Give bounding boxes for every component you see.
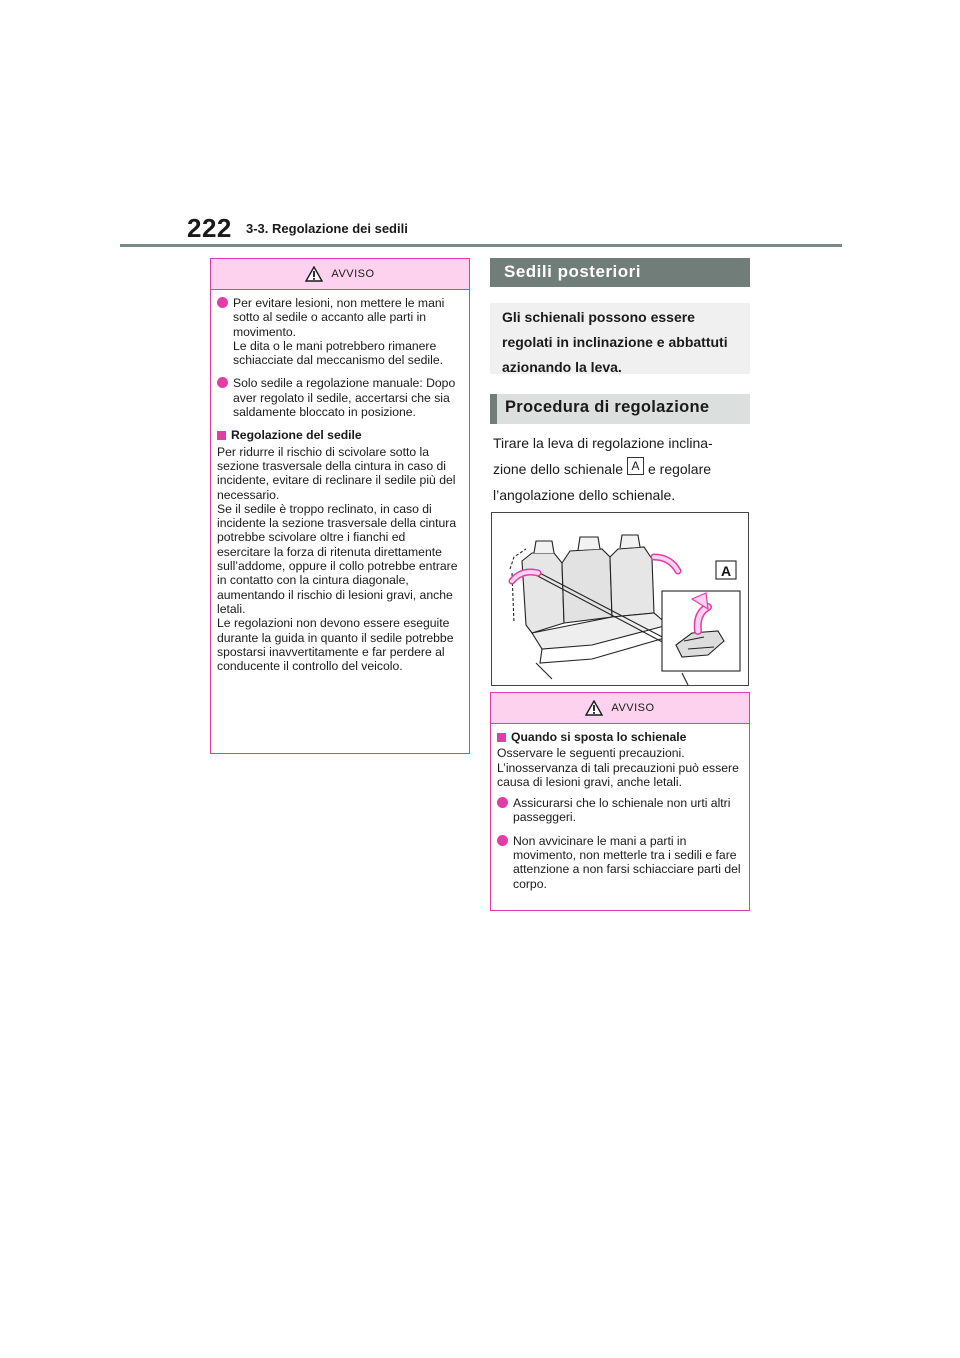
banner-accent-bar — [490, 394, 497, 424]
bullet-text: Per evitare lesioni, non mettere le mani sotto al sedile o accanto alle parti in movimento. Le dita o le mani potrebbero rimanere schiacciate dal meccanismo del sedile. — [233, 296, 445, 368]
procedure-text-part1: Tirare la leva di regolazione inclina- zione dello schienale — [493, 435, 713, 477]
procedure-banner — [490, 394, 750, 424]
page-number: 222 — [187, 213, 232, 243]
bullet-icon — [497, 797, 508, 808]
subsection-title: Regolazione del sedile — [231, 428, 362, 443]
warning-bullet — [217, 296, 461, 367]
warning-bullet — [497, 796, 741, 825]
bullet-icon — [217, 377, 228, 388]
left-warning-box — [210, 258, 470, 754]
warning-header — [491, 693, 749, 724]
warning-header — [211, 259, 469, 290]
square-bullet-icon — [217, 431, 226, 440]
bullet-icon — [217, 297, 228, 308]
warning-title: AVVISO — [331, 268, 375, 280]
warning-triangle-icon — [305, 266, 323, 282]
subsection-text: Per ridurre il rischio di scivolare sotto la sezione trasversale della cintura in caso di incidente, evitare di reclinare il sedile più del necessario. Se il sedile è troppo reclinato, in caso di incidente la sezione trasversale della cintura potrebbe scivolare oltre i fianchi ed esercitare la forza di ritenuta direttamente sull’addome, oppure il collo potrebbe entrare in contatto con la cintura diagonale, aumentando il rischio di lesioni gravi, anche letali. Le regolazioni non devono essere eseguite durante la guida in quanto il sedile potrebbe spostarsi inavvertitamente e far perdere al conducente il controllo del veicolo. — [217, 444, 458, 674]
subsection-heading — [217, 428, 461, 442]
bullet-icon — [497, 835, 508, 846]
bullet-text: Solo sedile a regolazione manuale: Dopo aver regolato il sedile, accertarsi che sia saldamente bloccato in posizione. — [233, 376, 456, 420]
warning-bullet — [217, 376, 461, 419]
square-bullet-icon — [497, 733, 506, 742]
subsection-heading — [497, 730, 741, 744]
subsection-title: Quando si sposta lo schienale — [511, 730, 687, 744]
header-rule — [120, 244, 842, 247]
procedure-text — [493, 430, 753, 508]
procedure-title: Procedura di regolazione — [505, 398, 710, 416]
seat-illustration — [491, 512, 749, 686]
bullet-text: Non avvicinare le mani a parti in movimento, non metterle tra i sedili e fare attenzione a non farsi schiacciare parti del corpo. — [513, 833, 741, 891]
rear-seat-drawing — [492, 513, 748, 685]
right-warning-box — [490, 692, 750, 911]
marker-a: A — [627, 457, 644, 475]
warning-title: AVVISO — [611, 702, 655, 714]
subsection-text: Osservare le seguenti precauzioni. L’inosservanza di tali precauzioni può essere causa di lesioni gravi, anche letali. — [497, 746, 739, 789]
bullet-text: Assicurarsi che lo schienale non urti altri passeggeri. — [513, 796, 731, 825]
banner-title: Sedili posteriori — [504, 262, 641, 281]
section-title: 3-3. Regolazione dei sedili — [246, 221, 408, 236]
procedure-text-part2: e regolare l’angolazione dello schienale. — [493, 461, 712, 503]
intro-box — [490, 303, 750, 374]
figure-label-a: A — [720, 563, 732, 579]
warning-bullet — [497, 834, 741, 891]
warning-triangle-icon — [585, 700, 603, 716]
intro-text: Gli schienali possono essere regolati in inclinazione e abbattuti azionando la leva. — [502, 309, 728, 375]
section-banner — [490, 258, 750, 287]
